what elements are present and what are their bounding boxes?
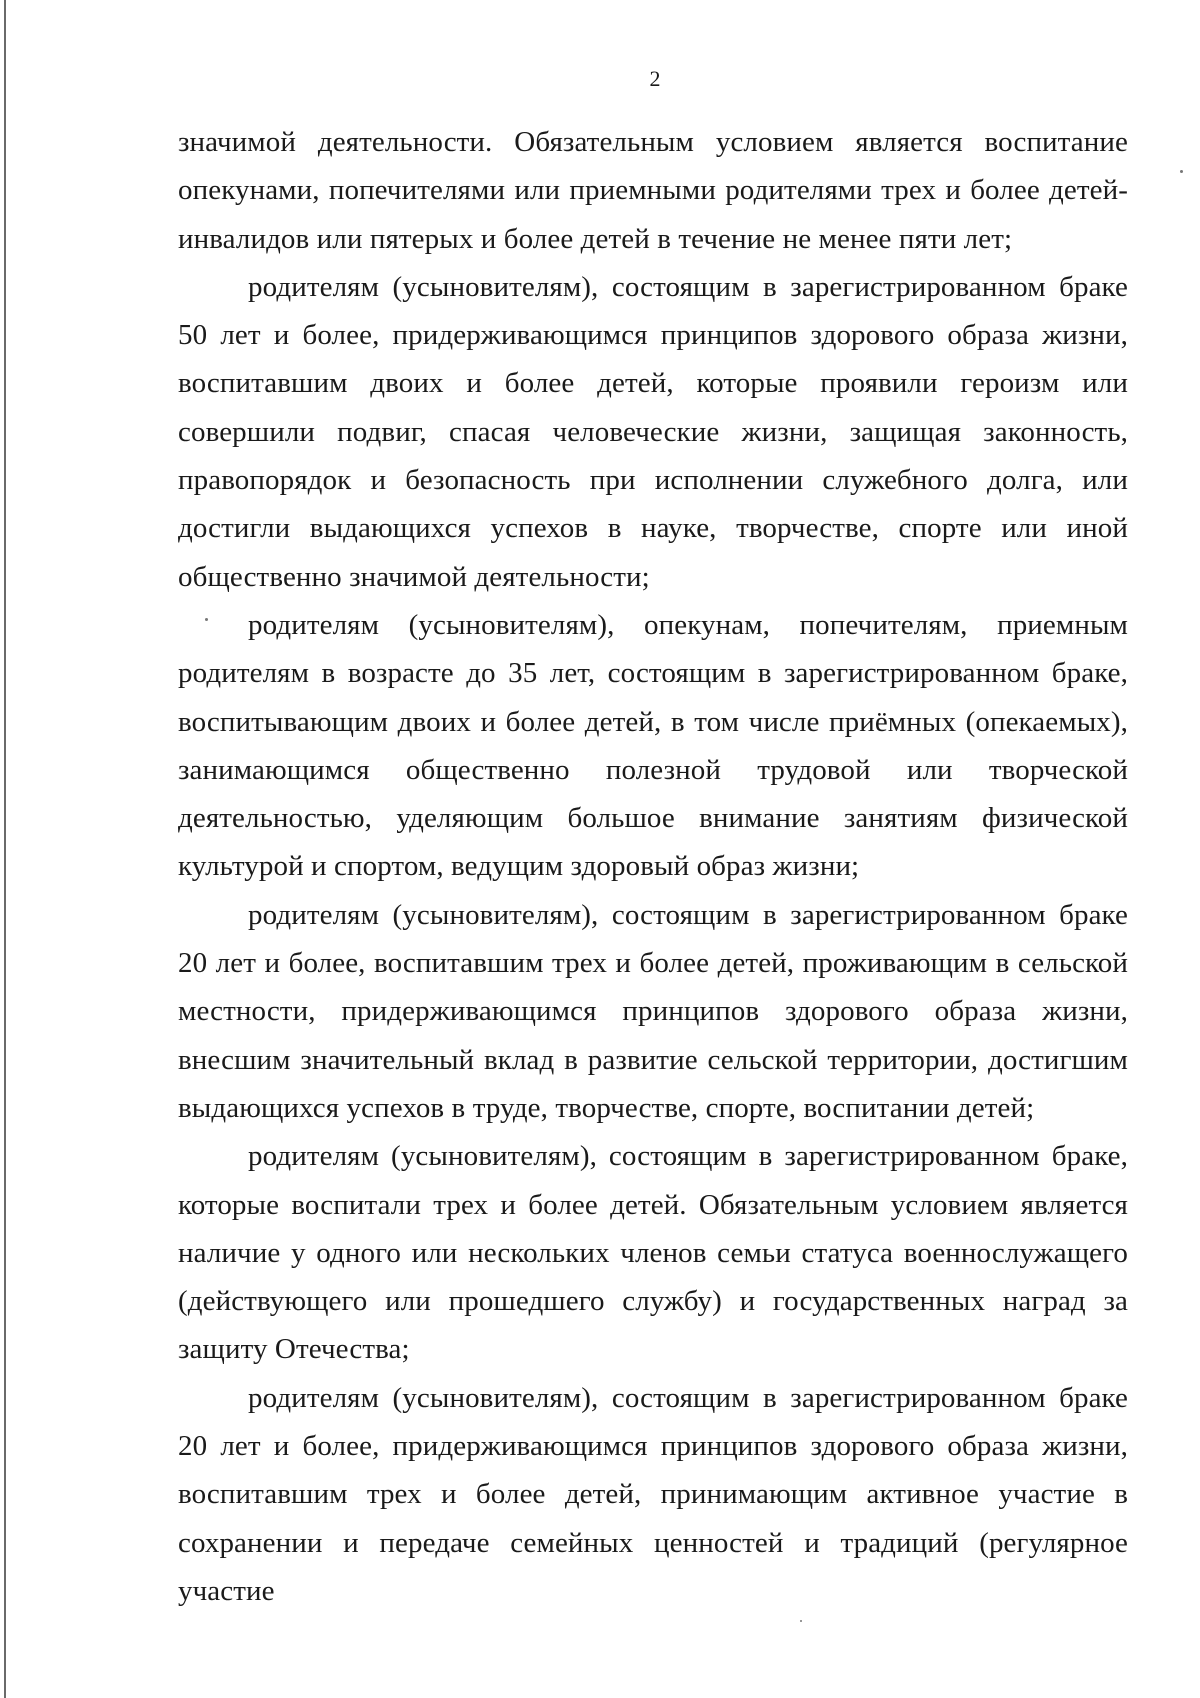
paragraph-parents-married-50-years: родителям (усыновителям), состоящим в зарегистрированном браке 50 лет и более, придерживающимся принципов здорового образа жизни, воспитавшим двоих и более детей, которые проявили героизм или совершили подвиг, спасая человеческие жизни, защищая законность, правопорядок и безопасность при исполнении служебного долга, или достигли выдающихся успехов в науке, творчестве, спорте или иной общественно значимой деятельности; [178,270,1128,593]
document-body [178,118,1128,1615]
paragraph-rural-parents: родителям (усыновителям), состоящим в зарегистрированном браке 20 лет и более, воспитавшим трех и более детей, проживающим в сельской местности, придерживающимся принципов здорового образа жизни, внесшим значительный вклад в развитие сельской территории, достигшим выдающихся успехов в труде, творчестве, спорте, воспитании детей; [178,898,1128,1124]
paragraph-continuation: значимой деятельности. Обязательным условием является воспитание опекунами, попечителями или приемными родителями трех и более детей-инвалидов или пятерых и более детей в течение не менее пяти лет; [178,126,1128,255]
scan-speck [205,618,208,621]
paragraph-young-parents-under-35: родителям (усыновителям), опекунам, попечителям, приемным родителям в возрасте до 35 лет, состоящим в зарегистрированном браке, воспитывающим двоих и более детей, в том числе приёмных (опекаемых), занимающимся общественно полезной трудовой или творческой деятельностью, уделяющим большое внимание занятиям физической культурой и спортом, ведущим здоровый образ жизни; [178,608,1128,883]
scan-left-edge [4,0,6,1698]
scan-speck [1180,170,1183,173]
scan-speck [800,1620,802,1622]
paragraph-military-families: родителям (усыновителям), состоящим в зарегистрированном браке, которые воспитали трех и более детей. Обязательным условием является наличие у одного или нескольких членов семьи статуса военнослужащего (действующего или прошедшего службу) и государственных наград за защиту Отечества; [178,1140,1128,1366]
page-number: 2 [649,66,661,91]
paragraph-family-values: родителям (усыновителям), состоящим в зарегистрированном браке 20 лет и более, придерживающимся принципов здорового образа жизни, воспитавшим трех и более детей, принимающим активное участие в сохранении и передаче семейных ценностей и традиций (регулярное участие [178,1381,1128,1607]
